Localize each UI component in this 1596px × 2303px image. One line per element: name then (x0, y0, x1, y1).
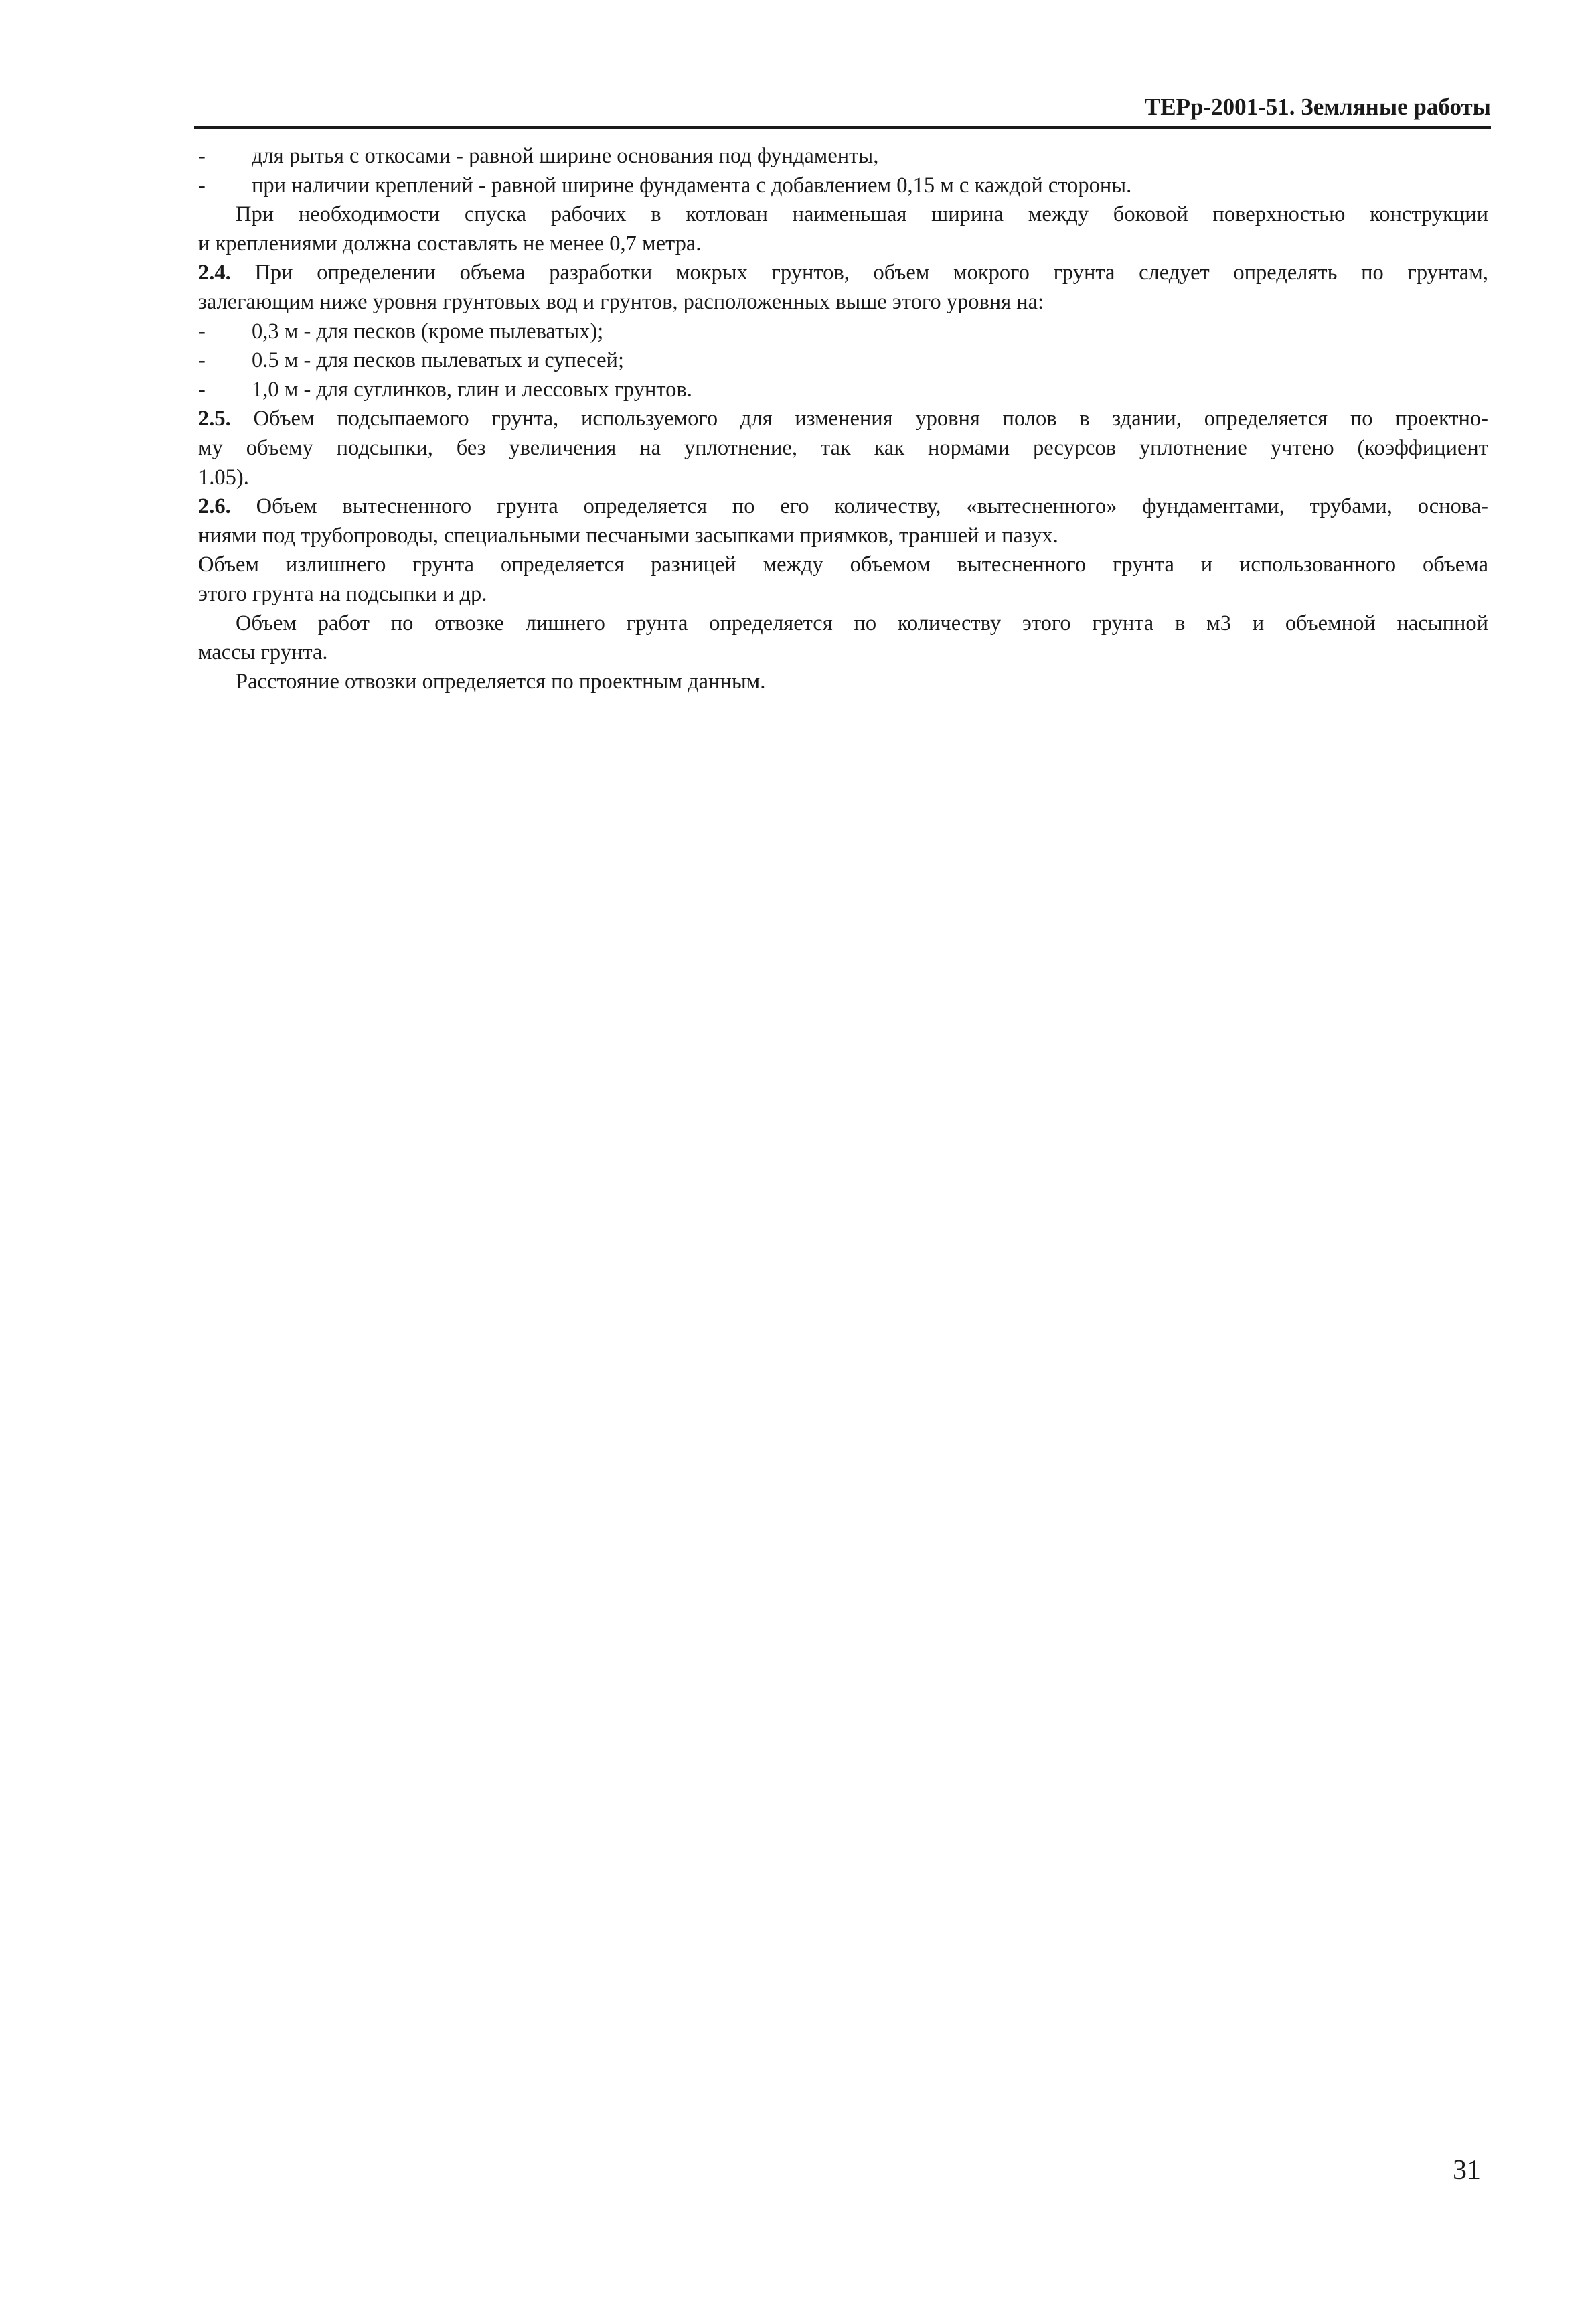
section-2-6-line (198, 492, 1488, 522)
list-item-text: для рытья с откосами - равной ширине основания под фундаменты, (252, 144, 879, 168)
paragraph-line: Объем работ по отвозке лишнего грунта определяется по количеству этого грунта в м3 и объемной насыпной (236, 611, 1488, 636)
list-item-text: 0,3 м - для песков (кроме пылеватых); (252, 319, 604, 344)
section-2-4-line (198, 258, 1488, 288)
list-item-text: 1,0 м - для суглинков, глин и лессовых грунтов. (252, 377, 692, 402)
section-text: Объем подсыпаемого грунта, используемого для изменения уровня полов в здании, определяется по проектно- (253, 406, 1488, 431)
list-dash: - (198, 319, 206, 344)
header-rule (194, 126, 1491, 129)
section-text: Объем вытесненного грунта определяется по его количеству, «вытесненного» фундаментами, трубами, основа- (256, 494, 1488, 519)
list-item (198, 346, 1488, 376)
paragraph-line: При необходимости спуска рабочих в котлован наименьшая ширина между боковой поверхностью конструкции (236, 202, 1488, 227)
page-number: 31 (1453, 2155, 1481, 2186)
running-header: ТЕРр-2001-51. Земляные работы (1144, 94, 1491, 120)
list-item (198, 142, 1488, 171)
section-number: 2.5. (198, 406, 231, 431)
paragraph-line: ниями под трубопроводы, специальными песчаными засыпками приямков, траншей и пазух. (198, 523, 1058, 548)
paragraph-line: 1.05). (198, 465, 249, 490)
list-dash: - (198, 173, 206, 198)
paragraph-line: и креплениями должна составлять не менее 0,7 метра. (198, 231, 702, 256)
list-dash: - (198, 144, 206, 168)
list-dash: - (198, 348, 206, 373)
paragraph-line: Объем излишнего грунта определяется разницей между объемом вытесненного грунта и использованного объема (198, 552, 1488, 577)
paragraph-line: му объему подсыпки, без увеличения на уплотнение, так как нормами ресурсов уплотнение учтено (коэффициент (198, 435, 1488, 460)
document-body (198, 142, 1488, 696)
list-item (198, 317, 1488, 347)
list-dash: - (198, 377, 206, 402)
paragraph-line: залегающим ниже уровня грунтовых вод и грунтов, расположенных выше этого уровня на: (198, 289, 1044, 314)
list-item-text: при наличии креплений - равной ширине фундамента с добавлением 0,15 м с каждой стороны. (252, 173, 1132, 198)
list-item (198, 171, 1488, 201)
section-number: 2.4. (198, 261, 231, 285)
paragraph-line: этого грунта на подсыпки и др. (198, 581, 487, 606)
list-item (198, 376, 1488, 405)
section-text: При определении объема разработки мокрых грунтов, объем мокрого грунта следует определять по грунтам, (254, 261, 1488, 285)
section-number: 2.6. (198, 494, 231, 519)
paragraph-line: массы грунта. (198, 640, 328, 665)
paragraph-line: Расстояние отвозки определяется по проектным данным. (236, 669, 766, 694)
section-2-5-line (198, 404, 1488, 434)
list-item-text: 0.5 м - для песков пылеватых и супесей; (252, 348, 624, 373)
